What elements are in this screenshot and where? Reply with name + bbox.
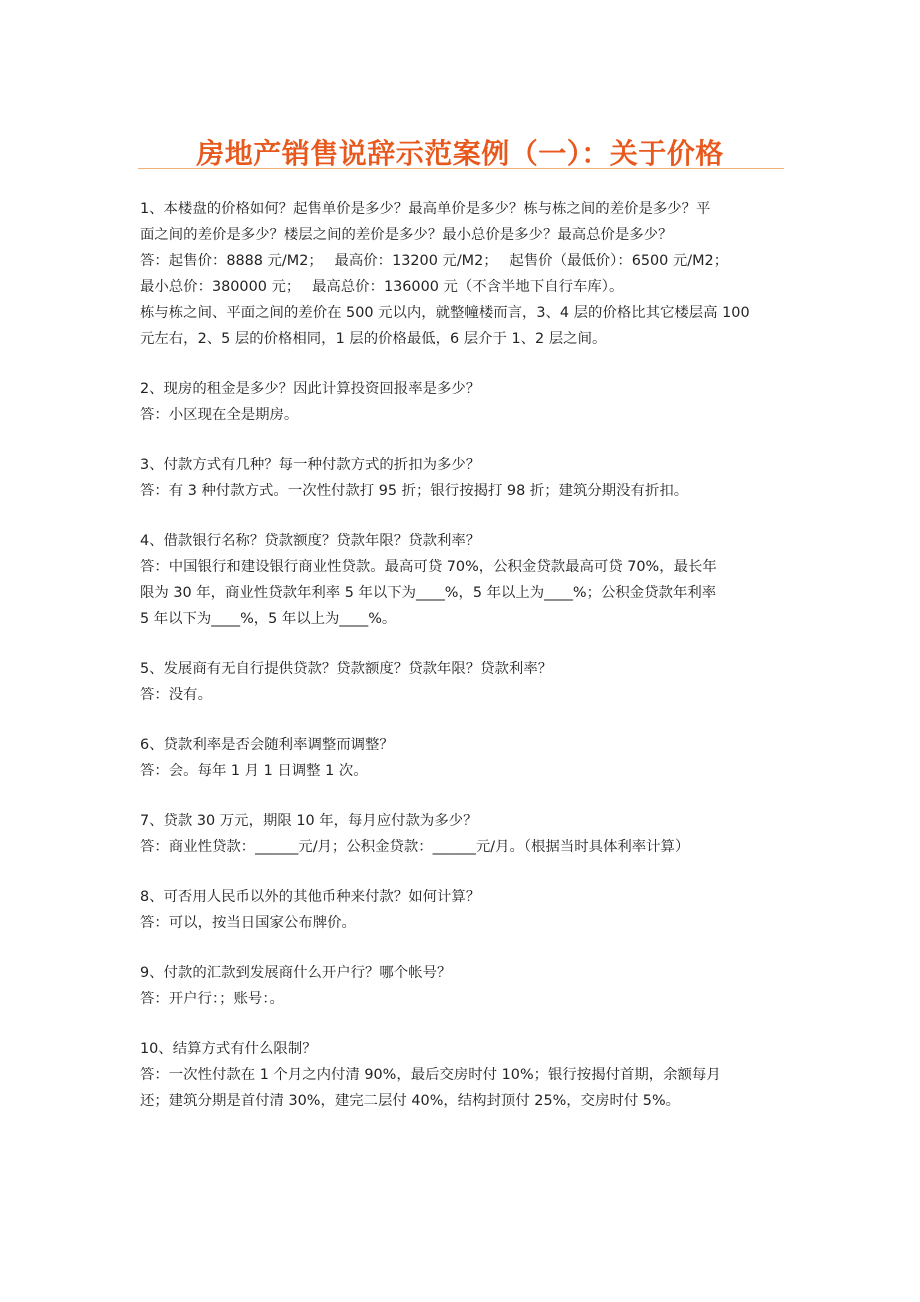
answer-line: 答：有 3 种付款方式。一次性付款打 95 折；银行按揭打 98 折；建筑分期没有折扣。 — [140, 483, 689, 499]
question-line: 9、付款的汇款到发展商什么开户行？哪个帐号？ — [140, 965, 452, 981]
answer-line: 答：可以，按当日国家公布牌价。 — [140, 915, 356, 931]
document-title: 房地产销售说辞示范案例（一）：关于价格 — [196, 136, 724, 170]
question-line: 1、本楼盘的价格如何？起售单价是多少？最高单价是多少？栋与栋之间的差价是多少？平 — [140, 201, 711, 217]
answer-line: 答：小区现在全是期房。 — [140, 407, 299, 423]
question-line: 6、贷款利率是否会随利率调整而调整？ — [140, 737, 394, 753]
answer-line: 答：会。每年 1 月 1 日调整 1 次。 — [140, 763, 368, 779]
question-line: 10、结算方式有什么限制？ — [140, 1041, 317, 1057]
answer-line: 面之间的差价是多少？楼层之间的差价是多少？最小总价是多少？最高总价是多少？ — [140, 227, 673, 243]
qa-section — [140, 452, 790, 504]
qa-section — [140, 732, 790, 784]
answer-line: 答：中国银行和建设银行商业性贷款。最高可贷 70%，公积金贷款最高可贷 70%，最长年 — [140, 559, 717, 575]
answer-line: 答：没有。 — [140, 687, 212, 703]
title-divider — [138, 168, 784, 169]
qa-section — [140, 808, 790, 860]
qa-section — [140, 656, 790, 708]
qa-section — [140, 196, 790, 352]
question-line: 8、可否用人民币以外的其他币种来付款？如何计算？ — [140, 889, 481, 905]
qa-section — [140, 376, 790, 428]
qa-section — [140, 528, 790, 632]
answer-line: 栋与栋之间、平面之间的差价在 500 元以内，就整幢楼而言，3、4 层的价格比其它楼层高 100 — [140, 305, 750, 321]
answer-line: 答：一次性付款在 1 个月之内付清 90%，最后交房时付 10%；银行按揭付首期，余额每月 — [140, 1067, 721, 1083]
answer-line: 答：开户行：；账号：。 — [140, 991, 284, 1007]
answer-line: 答：起售价：8888 元/M2； 最高价：13200 元/M2； 起售价（最低价）：6500 元/M2； — [140, 253, 729, 269]
qa-section — [140, 1036, 790, 1114]
question-line: 3、付款方式有几种？每一种付款方式的折扣为多少？ — [140, 457, 481, 473]
answer-line: 元左右，2、5 层的价格相同，1 层的价格最低，6 层介于 1、2 层之间。 — [140, 331, 607, 347]
answer-line: 还；建筑分期是首付清 30%，建完二层付 40%，结构封顶付 25%，交房时付 5%。 — [140, 1093, 681, 1109]
answer-line: 答：商业性贷款：______元/月；公积金贷款：______元/月。（根据当时具体利率计算） — [140, 839, 690, 855]
answer-line: 5 年以下为____%，5 年以上为____%。 — [140, 611, 397, 627]
document-body — [140, 196, 790, 1138]
answer-line: 限为 30 年，商业性贷款年利率 5 年以下为____%，5 年以上为____%；公积金贷款年利率 — [140, 585, 717, 601]
question-line: 7、贷款 30 万元，期限 10 年，每月应付款为多少？ — [140, 813, 478, 829]
answer-line: 最小总价：380000 元； 最高总价：136000 元（不含半地下自行车库）。 — [140, 279, 624, 295]
qa-section — [140, 884, 790, 936]
question-line: 4、借款银行名称？贷款额度？贷款年限？贷款利率？ — [140, 533, 481, 549]
qa-section — [140, 960, 790, 1012]
question-line: 2、现房的租金是多少？因此计算投资回报率是多少？ — [140, 381, 481, 397]
question-line: 5、发展商有无自行提供贷款？贷款额度？贷款年限？贷款利率？ — [140, 661, 553, 677]
